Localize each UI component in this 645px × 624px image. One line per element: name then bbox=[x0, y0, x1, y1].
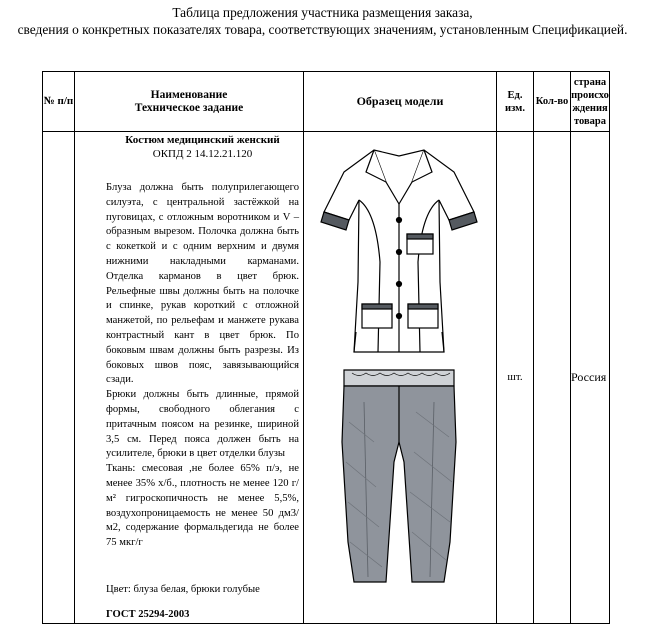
product-okpd: ОКПД 2 14.12.21.120 bbox=[152, 148, 253, 160]
country-cell: Россия bbox=[571, 132, 610, 624]
header-name-line-1: Наименование bbox=[150, 88, 228, 101]
suit-sketch bbox=[304, 142, 494, 612]
unit-cell: шт. bbox=[497, 132, 534, 624]
trousers-sketch-icon bbox=[342, 370, 456, 582]
header-name bbox=[75, 72, 304, 132]
table-caption bbox=[0, 4, 645, 38]
header-quantity: Кол-во bbox=[534, 72, 571, 132]
caption-line-1: Таблица предложения участника размещения заказа, bbox=[172, 5, 473, 20]
description-cell bbox=[75, 132, 304, 624]
specification-table bbox=[42, 71, 610, 624]
product-row bbox=[43, 132, 610, 624]
header-name-line-2: Техническое задание bbox=[134, 101, 244, 114]
quantity-cell bbox=[534, 132, 571, 624]
blouse-sketch-icon bbox=[321, 150, 477, 352]
header-country: страна происхождения товара bbox=[571, 72, 610, 132]
header-row bbox=[43, 72, 610, 132]
color-description: Цвет: блуза белая, брюки голубые bbox=[106, 583, 260, 595]
trousers-description: Брюки должны быть длинные, прямой формы, свободного облегания с притачным поясом на резинке, шириной 3,5 см. Перед пояса должен быть на усилителе, брюки в цвет отделки блузы bbox=[106, 389, 299, 460]
header-sample: Образец модели bbox=[304, 72, 497, 132]
product-title: Костюм медицинский женский bbox=[125, 134, 280, 146]
row-number-cell bbox=[43, 132, 75, 624]
gost-standard: ГОСТ 25294-2003 bbox=[106, 608, 190, 620]
blouse-description: Блуза должна быть полуприлегающего силуэта, с центральной застёжкой на пуговицах, с отложным воротником и V – образным вырезом. Полочка должна быть с кокеткой и с одним верхним и двумя нижними накладными карманами. Отделка карманов в цвет брюк. Рельефные швы должны быть на полочке и спинке, рукав короткий с отложной манжетой, по рельефам и манжете рукава контрастный кант в цвет брюк. По боковым швам должны быть разрезы. Из боковых швов пояс, завязывающийся сзади. bbox=[106, 182, 299, 386]
sample-cell bbox=[304, 132, 497, 624]
header-number: № п/п bbox=[43, 72, 75, 132]
header-unit: Ед. изм. bbox=[497, 72, 534, 132]
caption-line-2: сведения о конкретных показателях товара, соответствующих значениям, установленным Спецификацией. bbox=[17, 22, 628, 37]
fabric-description: Ткань: смесовая ,не более 65% п/э, не менее 35% х/б., плотность не менее 120 г/м² гигроскопичность не менее 5,5%, воздухопроницаемость не менее 50 дм3/м2, содержание формальдегида не более 75 мкг/г bbox=[106, 463, 299, 549]
